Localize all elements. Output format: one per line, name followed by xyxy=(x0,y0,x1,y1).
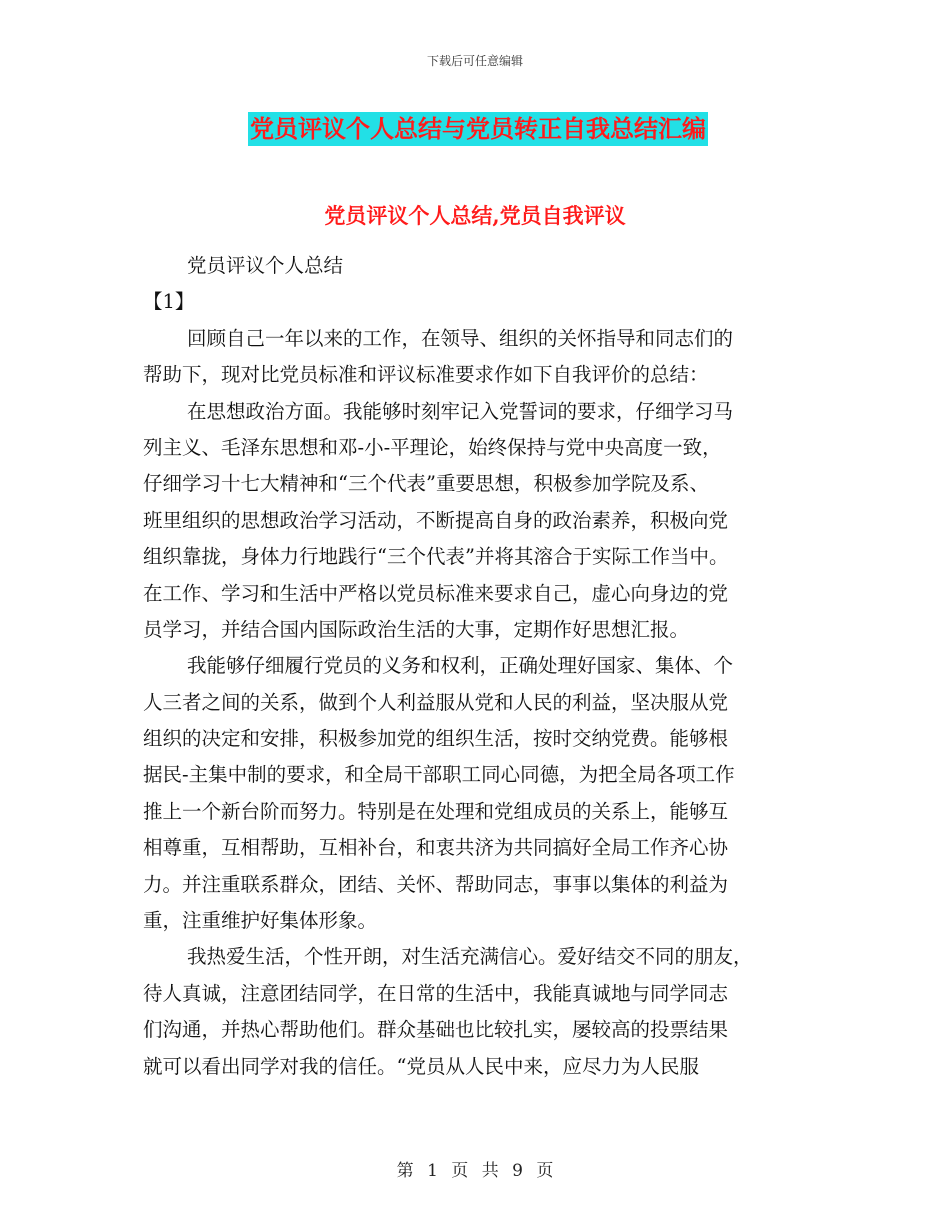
paragraph-heading: 党员评议个人总结 xyxy=(187,254,344,277)
paragraph-line: 推上一个新台阶而努力。特别是在处理和党组成员的关系上，能够互 xyxy=(143,799,729,823)
paragraph-line: 帮助下，现对比党员标准和评议标准要求作如下自我评价的总结： xyxy=(143,363,709,387)
item-marker: 【1】 xyxy=(143,290,195,314)
paragraph-line: 仔细学习十七大精神和“三个代表”重要思想，积极参加学院及系、 xyxy=(143,472,709,496)
paragraph-line: 组织靠拢，身体力行地践行“三个代表”并将其溶合于实际工作当中。 xyxy=(143,545,729,569)
paragraph-line: 组织的决定和安排，积极参加党的组织生活，按时交纳党费。能够根 xyxy=(143,727,729,751)
paragraph-line: 就可以看出同学对我的信任。“党员从人民中来，应尽力为人民服 xyxy=(143,1054,699,1078)
paragraph-line: 列主义、毛泽东思想和邓-小-平理论，始终保持与党中央高度一致， xyxy=(143,435,722,459)
paragraph-line: 员学习，并结合国内国际政治生活的大事，定期作好思想汇报。 xyxy=(143,617,690,641)
header-note: 下载后可任意编辑 xyxy=(426,54,523,68)
page-number: 第 1 页 共 9 页 xyxy=(396,1161,554,1181)
document-body xyxy=(143,248,807,1085)
paragraph-line: 我热爱生活，个性开朗，对生活充满信心。爱好结交不同的朋友， xyxy=(187,945,753,969)
paragraph-line: 回顾自己一年以来的工作，在领导、组织的关怀指导和同志们的 xyxy=(187,326,734,350)
paragraph-line: 班里组织的思想政治学习活动，不断提高自身的政治素养，积极向党 xyxy=(143,508,729,532)
section-title: 党员评议个人总结,党员自我评议 xyxy=(324,203,626,228)
paragraph-line: 人三者之间的关系，做到个人利益服从党和人民的利益，坚决服从党 xyxy=(143,690,729,714)
paragraph-line: 我能够仔细履行党员的义务和权利，正确处理好国家、集体、个 xyxy=(187,654,734,678)
paragraph-line: 重，注重维护好集体形象。 xyxy=(143,909,378,933)
paragraph-line: 力。并注重联系群众，团结、关怀、帮助同志，事事以集体的利益为 xyxy=(143,872,729,896)
paragraph-line: 相尊重，互相帮助，互相补台，和衷共济为共同搞好全局工作齐心协 xyxy=(143,836,729,860)
paragraph-line: 们沟通，并热心帮助他们。群众基础也比较扎实，屡较高的投票结果 xyxy=(143,1018,729,1042)
paragraph-line: 在思想政治方面。我能够时刻牢记入党誓词的要求，仔细学习马 xyxy=(187,399,734,423)
paragraph-line: 待人真诚，注意团结同学，在日常的生活中，我能真诚地与同学同志 xyxy=(143,981,729,1005)
document-title: 党员评议个人总结与党员转正自我总结汇编 xyxy=(248,112,708,146)
paragraph-line: 据民-主集中制的要求，和全局干部职工同心同德，为把全局各项工作 xyxy=(143,763,735,787)
paragraph-line: 在工作、学习和生活中严格以党员标准来要求自己，虚心向身边的党 xyxy=(143,581,729,605)
